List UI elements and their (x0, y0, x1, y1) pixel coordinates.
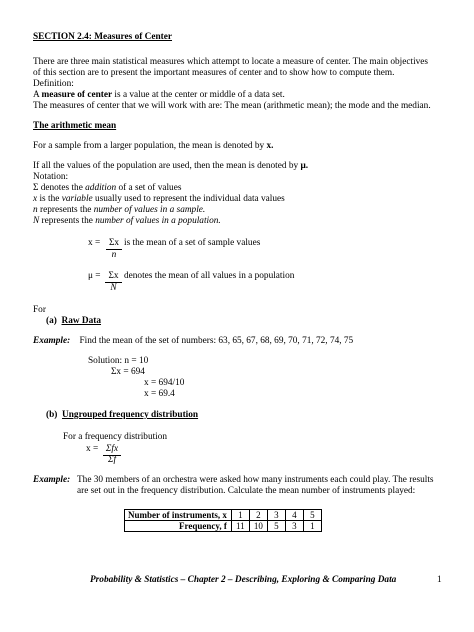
notation-x-em2: variable (61, 194, 93, 204)
table-cell: 3 (285, 521, 303, 532)
formula-pop-den: N (110, 283, 117, 293)
notation-sigma-em: addition (85, 183, 117, 193)
solution-line-2: Σx = 694 (111, 367, 145, 377)
notation-x-c: usually used to represent the individual data values (92, 194, 285, 204)
notation-N-b: represents the (39, 216, 96, 226)
table-cell: 3 (267, 510, 285, 521)
example2-line-2: are set out in the frequency distribution. Calculate the mean number of instruments played: (77, 486, 416, 496)
formula-freq-lhs: x = (86, 444, 99, 454)
formula-freq-den: Σf (107, 455, 117, 465)
sample-line (33, 141, 273, 152)
page-footer: Probability & Statistics – Chapter 2 – Describing, Exploring & Comparing Data (90, 575, 397, 585)
formula-pop-num: Σx (105, 271, 122, 283)
population-line (33, 161, 308, 172)
definition-rest: is a value at the center or middle of a data set. (112, 90, 285, 100)
table-cell: 5 (303, 510, 321, 521)
notation-N-em: N (33, 216, 40, 226)
notation-sigma-a: Σ denotes the (33, 183, 86, 193)
table-cell: 1 (303, 521, 321, 532)
example2-label: Example: (33, 475, 71, 485)
table-cell: 2 (249, 510, 267, 521)
formula-pop-desc: denotes the mean of all values in a population (124, 271, 295, 281)
definition-prefix: A (33, 90, 42, 100)
table-cell: 11 (231, 521, 249, 532)
measures-line: The measures of center that we will work with are: The mean (arithmetic mean); the mode and the median. (33, 101, 431, 111)
formula-pop-lhs: μ = (88, 271, 101, 281)
notation-n (33, 205, 205, 216)
notation-sigma (33, 183, 181, 194)
for-label: For (33, 305, 46, 315)
definition-label: Definition: (33, 79, 74, 89)
intro-line-1: There are three main statistical measures which attempt to locate a measure of center. The main objectives (33, 57, 429, 67)
ungrouped-heading (46, 410, 198, 421)
example2-line-1: The 30 members of an orchestra were asked how many instruments each could play. The results (77, 475, 434, 485)
ungrouped-label: (b) (46, 410, 58, 420)
frequency-table (124, 509, 322, 532)
definition-term: measure of center (41, 90, 113, 100)
notation-n-em2: number of values in a sample. (93, 205, 206, 215)
table-row2-header: Frequency, f (125, 521, 232, 532)
raw-data-heading (46, 316, 101, 327)
section-title: SECTION 2.4: Measures of Center (33, 32, 173, 42)
intro-line-2: of this section are to present the important measures of center and to show how to compute them. (33, 68, 395, 78)
solution-line-1: Solution: n = 10 (88, 356, 149, 366)
sample-symbol: x. (266, 141, 274, 151)
notation-x-em: x (33, 194, 38, 204)
solution-line-3: x = 694/10 (144, 378, 185, 388)
raw-data-title: Raw Data (61, 316, 102, 326)
example1 (33, 336, 353, 347)
definition-line (33, 90, 285, 101)
table-cell: 1 (231, 510, 249, 521)
notation-x-b: is the (37, 194, 62, 204)
formula-sample-desc: is the mean of a set of sample values (124, 238, 261, 248)
table-row (125, 510, 322, 521)
table-row1-header: Number of instruments, x (125, 510, 232, 521)
table-row (125, 521, 322, 532)
notation-n-em: n (33, 205, 38, 215)
table-cell: 4 (285, 510, 303, 521)
notation-N (33, 216, 221, 227)
notation-label: Notation: (33, 172, 69, 182)
notation-sigma-b: of a set of values (116, 183, 182, 193)
notation-N-em2: number of values in a population. (95, 216, 221, 226)
formula-freq-num: Σfx (103, 444, 121, 456)
table-cell: 5 (267, 521, 285, 532)
ungrouped-title: Ungrouped frequency distribution (62, 410, 199, 420)
notation-n-b: represents the (37, 205, 94, 215)
formula-sample-lhs: x = (88, 238, 101, 248)
solution-line-4: x = 69.4 (144, 389, 175, 399)
notation-x (33, 194, 285, 205)
sample-line-text: For a sample from a larger population, the mean is denoted by (33, 141, 267, 151)
freq-dist-line: For a frequency distribution (63, 432, 168, 442)
population-line-text: If all the values of the population are used, then the mean is denoted by (33, 161, 301, 171)
population-symbol: μ. (300, 161, 309, 171)
table-cell: 10 (249, 521, 267, 532)
example1-label: Example: (33, 336, 71, 346)
arith-heading: The arithmetic mean (33, 121, 117, 131)
example1-text: Find the mean of the set of numbers: 63, 65, 67, 68, 69, 70, 71, 72, 74, 75 (79, 336, 354, 346)
formula-sample-den: n (111, 250, 117, 260)
raw-data-label: (a) (46, 316, 57, 326)
formula-sample-num: Σx (106, 238, 122, 250)
page-number: 1 (437, 575, 442, 585)
